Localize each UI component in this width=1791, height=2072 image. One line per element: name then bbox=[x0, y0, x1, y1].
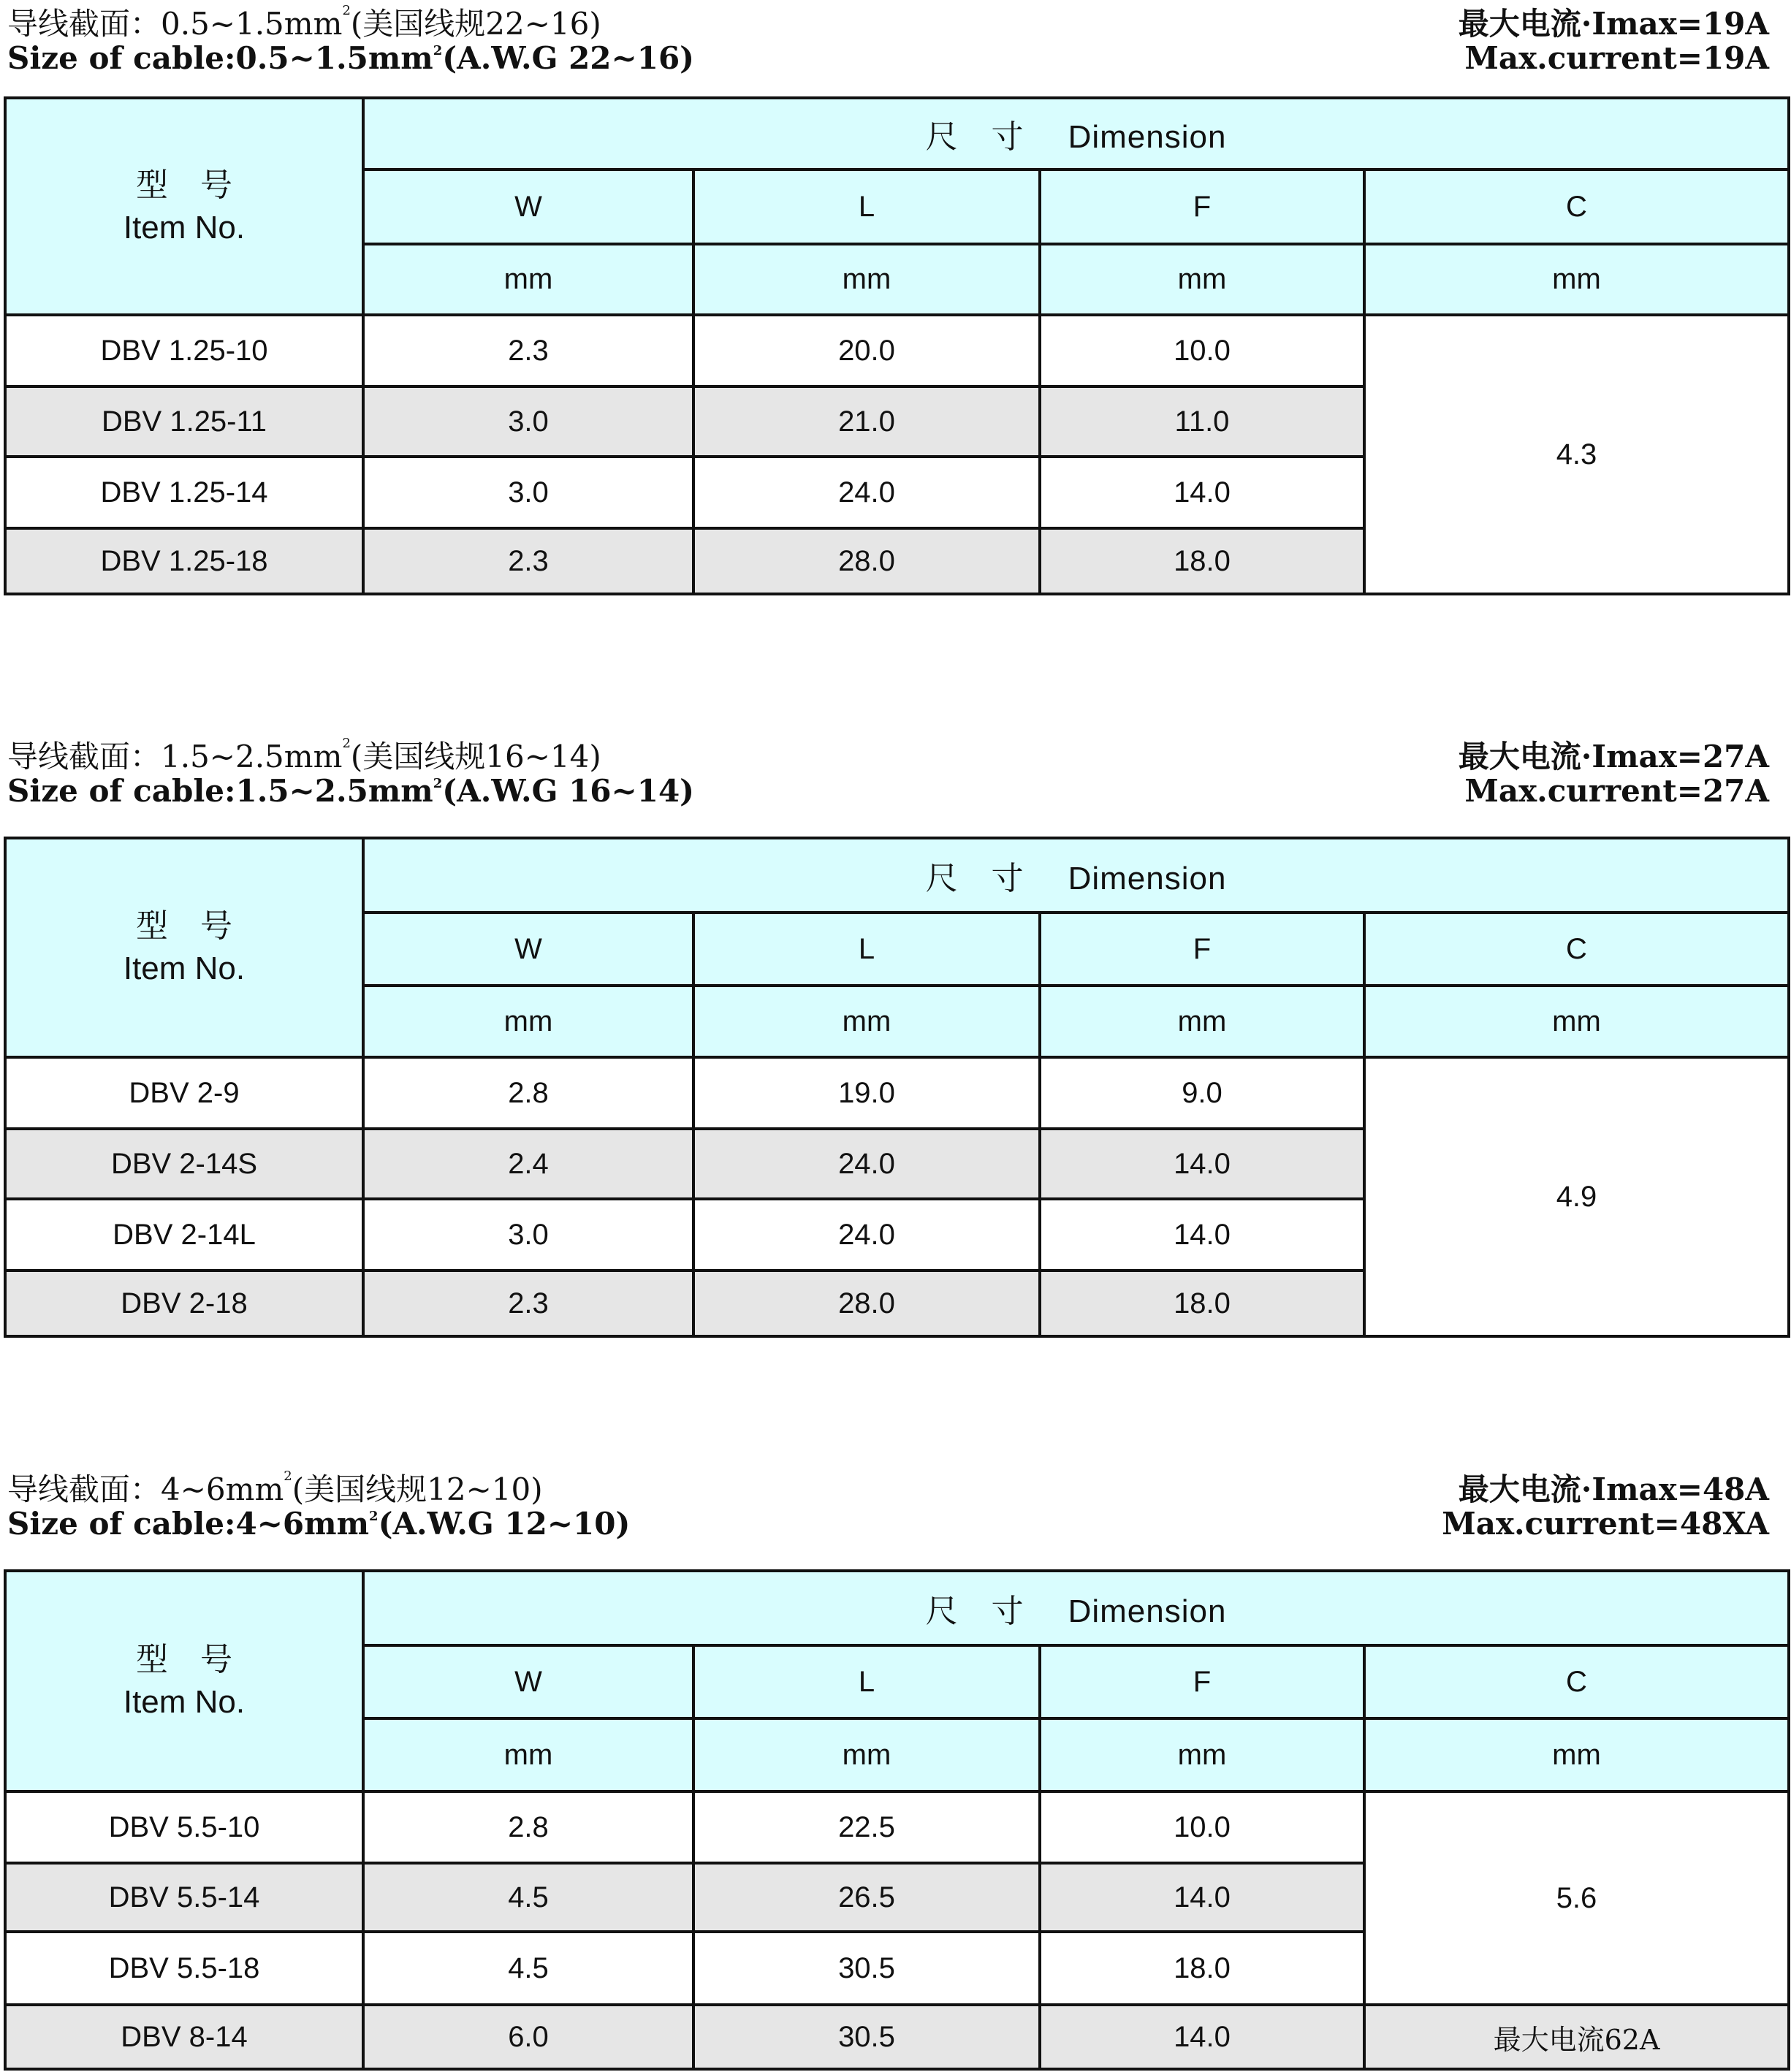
value-w: 6.0 bbox=[363, 2005, 693, 2069]
value-f: 18.0 bbox=[1040, 1271, 1364, 1336]
table-row bbox=[5, 2005, 1789, 2069]
unit-c: mm bbox=[1364, 986, 1789, 1057]
table-row bbox=[5, 1791, 1789, 1863]
value-c: 4.3 bbox=[1364, 315, 1789, 594]
dimension-header: 尺 寸 Dimension bbox=[363, 838, 1789, 913]
cable-size-en: Size of $cable:1.5\sim 2.5mm^2(A.W.G$ 16~14) bbox=[7, 773, 695, 809]
max-current-en: Max.current=19A bbox=[1464, 40, 1769, 76]
value-l: 20.0 bbox=[693, 315, 1040, 386]
spec-section-2 bbox=[0, 733, 1791, 1339]
unit-f: mm bbox=[1040, 244, 1364, 315]
item-no-header-en: Item No. bbox=[123, 1684, 246, 1720]
value-l: 30.5 bbox=[693, 1932, 1040, 2005]
table-row bbox=[5, 1057, 1789, 1129]
value-l: 21.0 bbox=[693, 386, 1040, 457]
unit-c: mm bbox=[1364, 244, 1789, 315]
col-c-header: C bbox=[1364, 170, 1789, 244]
value-l: 26.5 bbox=[693, 1863, 1040, 1932]
item-no: DBV 1.25-11 bbox=[5, 386, 363, 457]
value-w: 2.3 bbox=[363, 315, 693, 386]
col-w-header: W bbox=[363, 913, 693, 986]
dimension-table bbox=[4, 837, 1790, 1338]
dimension-table bbox=[4, 1569, 1790, 2071]
value-w: 4.5 bbox=[363, 1932, 693, 2005]
item-no: DBV 2-9 bbox=[5, 1057, 363, 1129]
max-current-en: Max.current=48XA bbox=[1442, 1506, 1769, 1542]
max-current-cn: 最大电流·Imax=27A bbox=[1458, 739, 1769, 774]
cable-size-cn: 导线截面：$4\sim 6mm^2$(美国线规12~10) bbox=[7, 1469, 543, 1507]
col-f-header: F bbox=[1040, 170, 1364, 244]
item-no-header bbox=[5, 1571, 363, 1791]
value-w: 3.0 bbox=[363, 1199, 693, 1271]
unit-l: mm bbox=[693, 986, 1040, 1057]
value-c: 4.9 bbox=[1364, 1057, 1789, 1336]
section-header bbox=[0, 1466, 1791, 1546]
value-c: 5.6 bbox=[1364, 1791, 1789, 2005]
value-l: 24.0 bbox=[693, 457, 1040, 528]
dimension-header: 尺 寸 Dimension bbox=[363, 1571, 1789, 1645]
spec-section-1 bbox=[0, 0, 1791, 606]
value-l: 24.0 bbox=[693, 1129, 1040, 1199]
item-no: DBV 5.5-14 bbox=[5, 1863, 363, 1932]
item-no-header-cn: 型 号 bbox=[136, 1642, 232, 1677]
col-f-header: F bbox=[1040, 913, 1364, 986]
max-current-cn: 最大电流·Imax=48A bbox=[1458, 1471, 1769, 1507]
table-row bbox=[5, 315, 1789, 386]
value-w: 2.3 bbox=[363, 528, 693, 594]
item-no: DBV 5.5-18 bbox=[5, 1932, 363, 2005]
item-no-header bbox=[5, 838, 363, 1057]
item-no: DBV 1.25-18 bbox=[5, 528, 363, 594]
value-f: 14.0 bbox=[1040, 1129, 1364, 1199]
value-f: 10.0 bbox=[1040, 315, 1364, 386]
item-no: DBV 1.25-10 bbox=[5, 315, 363, 386]
value-f: 18.0 bbox=[1040, 528, 1364, 594]
value-w: 4.5 bbox=[363, 1863, 693, 1932]
value-l: 24.0 bbox=[693, 1199, 1040, 1271]
value-l: 19.0 bbox=[693, 1057, 1040, 1129]
unit-w: mm bbox=[363, 244, 693, 315]
item-no-header-en: Item No. bbox=[123, 209, 246, 245]
item-no: DBV 5.5-10 bbox=[5, 1791, 363, 1863]
value-f: 11.0 bbox=[1040, 386, 1364, 457]
unit-w: mm bbox=[363, 1718, 693, 1791]
value-w: 2.4 bbox=[363, 1129, 693, 1199]
value-f: 14.0 bbox=[1040, 1863, 1364, 1932]
value-f: 14.0 bbox=[1040, 457, 1364, 528]
max-current-cn: 最大电流·Imax=19A bbox=[1458, 6, 1769, 42]
value-w: 3.0 bbox=[363, 457, 693, 528]
item-no: DBV 2-18 bbox=[5, 1271, 363, 1336]
value-f: 18.0 bbox=[1040, 1932, 1364, 2005]
col-c-header: C bbox=[1364, 913, 1789, 986]
value-l: 28.0 bbox=[693, 528, 1040, 594]
col-l-header: L bbox=[693, 1645, 1040, 1718]
unit-w: mm bbox=[363, 986, 693, 1057]
section-header bbox=[0, 733, 1791, 813]
item-no: DBV 2-14S bbox=[5, 1129, 363, 1199]
value-w: 2.8 bbox=[363, 1057, 693, 1129]
item-no-header-cn: 型 号 bbox=[136, 908, 232, 944]
value-f: 9.0 bbox=[1040, 1057, 1364, 1129]
cable-size-cn: 导线截面：$0.5\sim 1.5mm^2$(美国线规22~16) bbox=[7, 3, 601, 42]
value-w: 3.0 bbox=[363, 386, 693, 457]
value-f: 14.0 bbox=[1040, 1199, 1364, 1271]
item-no-header bbox=[5, 98, 363, 315]
unit-l: mm bbox=[693, 244, 1040, 315]
item-no-header-cn: 型 号 bbox=[136, 167, 232, 203]
spec-section-3 bbox=[0, 1466, 1791, 2072]
value-l: 30.5 bbox=[693, 2005, 1040, 2069]
col-f-header: F bbox=[1040, 1645, 1364, 1718]
value-w: 2.3 bbox=[363, 1271, 693, 1336]
cable-size-en: Size of $cable:4\sim 6mm^2(A.W.G$ 12~10) bbox=[7, 1506, 631, 1542]
unit-f: mm bbox=[1040, 1718, 1364, 1791]
value-f: 10.0 bbox=[1040, 1791, 1364, 1863]
unit-f: mm bbox=[1040, 986, 1364, 1057]
cable-size-en: Size of $cable:0.5\sim 1.5mm^2(A.W.G$ 22~16) bbox=[7, 40, 695, 76]
unit-l: mm bbox=[693, 1718, 1040, 1791]
col-l-header: L bbox=[693, 170, 1040, 244]
value-l: 22.5 bbox=[693, 1791, 1040, 1863]
col-l-header: L bbox=[693, 913, 1040, 986]
value-f: 14.0 bbox=[1040, 2005, 1364, 2069]
item-no: DBV 8-14 bbox=[5, 2005, 363, 2069]
item-no: DBV 2-14L bbox=[5, 1199, 363, 1271]
item-no-header-en: Item No. bbox=[123, 951, 246, 986]
cable-size-cn: 导线截面：$1.5\sim 2.5mm^2$(美国线规16~14) bbox=[7, 736, 601, 774]
max-current-en: Max.current=27A bbox=[1464, 773, 1769, 809]
unit-c: mm bbox=[1364, 1718, 1789, 1791]
col-c-header: C bbox=[1364, 1645, 1789, 1718]
dimension-table bbox=[4, 96, 1790, 595]
value-l: 28.0 bbox=[693, 1271, 1040, 1336]
dimension-header: 尺 寸 Dimension bbox=[363, 98, 1789, 170]
max-current-note: 最大电流62A bbox=[1364, 2005, 1789, 2069]
col-w-header: W bbox=[363, 170, 693, 244]
col-w-header: W bbox=[363, 1645, 693, 1718]
item-no: DBV 1.25-14 bbox=[5, 457, 363, 528]
section-header bbox=[0, 0, 1791, 80]
value-w: 2.8 bbox=[363, 1791, 693, 1863]
